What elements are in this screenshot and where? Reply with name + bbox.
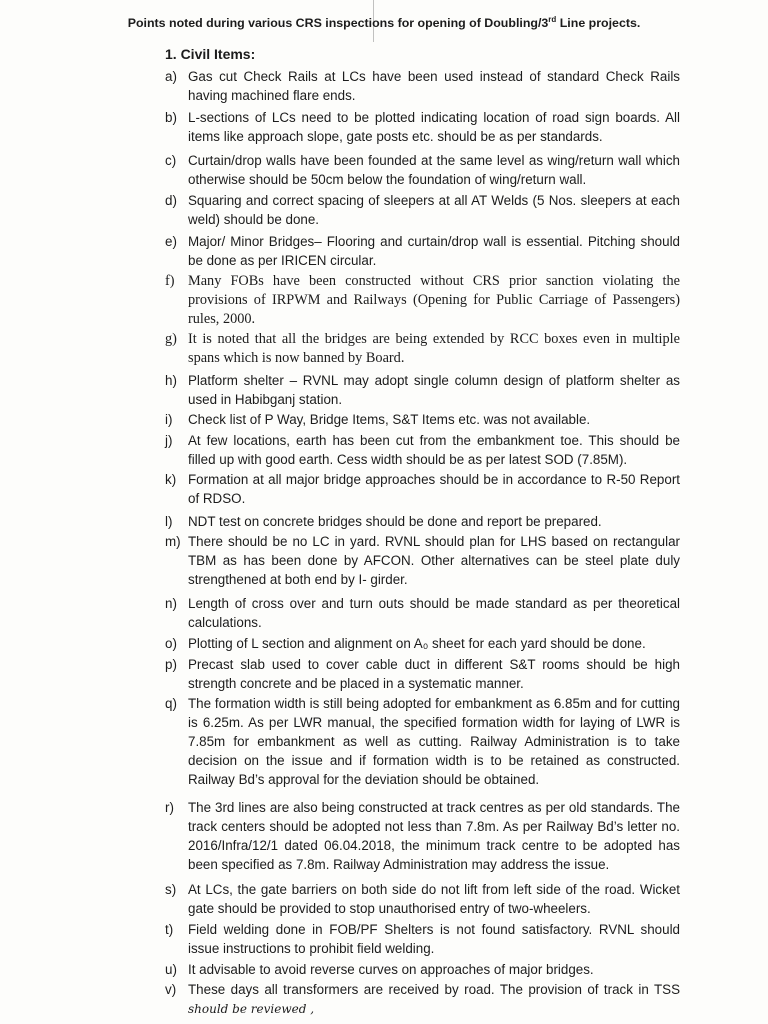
list-item-o: o) Plotting of L section and alignment on A₀ sheet for each yard should be done.: [165, 636, 646, 651]
list-item-g: g) It is noted that all the bridges are being extended by RCC boxes even in multiple spans which is now banned by Board.: [165, 331, 680, 366]
list-item-l: l) NDT test on concrete bridges should be done and report be prepared.: [165, 514, 602, 529]
handwritten-note: should be reviewed ,: [188, 1002, 315, 1016]
list-item-e: e) Major/ Minor Bridges– Flooring and curtain/drop wall is essential. Pitching should be done as per IRICEN circular.: [165, 234, 680, 268]
list-item-q: q) The formation width is still being adopted for embankment as 6.85m and for cutting is 6.25m. As per LWR manual, the specified formation width for laying of LWR is 7.85m for embankment as well as cutting. Railway Administration is to take decision on the issue and if formation width is to be retained as constructed. Railway Bd’s approval for the deviation should be obtained.: [165, 696, 680, 787]
list-item-s: s) At LCs, the gate barriers on both side do not lift from left side of the road. Wicket gate should be provided to stop unauthorised entry of two-wheelers.: [165, 882, 680, 916]
list-item-m: m) There should be no LC in yard. RVNL should plan for LHS based on rectangular TBM as has been done by AFCON. Other alternatives can be steel plate duly strengthened at both end by I- girder.: [165, 534, 680, 587]
list-item-j: j) At few locations, earth has been cut from the embankment toe. This should be filled up with good earth. Cess width should be as per latest SOD (7.85M).: [165, 433, 680, 467]
document-title: Points noted during various CRS inspections for opening of Doubling/3rd Line projects.: [127, 15, 641, 31]
list-item-a: a) Gas cut Check Rails at LCs have been used instead of standard Check Rails having machined flare ends.: [165, 69, 680, 103]
list-item-h: h) Platform shelter – RVNL may adopt single column design of platform shelter as used in Habibganj station.: [165, 373, 680, 407]
list-item-v: v) These days all transformers are received by road. The provision of track in TSS should be reviewed ,: [165, 982, 680, 1016]
list-item-i: i) Check list of P Way, Bridge Items, S&T Items etc. was not available.: [165, 412, 591, 427]
list-item-r: r) The 3rd lines are also being constructed at track centres as per old standards. The track centers should be adopted not less than 7.8m. As per Railway Bd’s letter no. 2016/Infra/12/1 dated 06.04.2018, the minimum track centre to be adopted has been specified as 7.8m. Railway Administration may address the issue.: [165, 800, 680, 872]
list-item-b: b) L-sections of LCs need to be plotted indicating location of road sign boards. All items like approach slope, gate posts etc. should be as per standards.: [165, 110, 680, 144]
list-item-p: p) Precast slab used to cover cable duct in different S&T rooms should be high strength concrete and be placed in a systematic manner.: [165, 657, 680, 691]
list-item-c: c) Curtain/drop walls have been founded at the same level as wing/return wall which otherwise should be 50cm below the foundation of wing/return wall.: [165, 153, 680, 187]
section-heading-civil-items: 1. Civil Items:: [165, 46, 256, 62]
list-item-t: t) Field welding done in FOB/PF Shelters is not found satisfactory. RVNL should issue instructions to prohibit field welding.: [165, 922, 680, 956]
list-item-f: f) Many FOBs have been constructed without CRS prior sanction violating the provisions of IRPWM and Railways (Opening for Public Carriage of Passengers) rules, 2000.: [165, 273, 680, 327]
list-item-d: d) Squaring and correct spacing of sleepers at all AT Welds (5 Nos. sleepers at each weld) should be done.: [165, 193, 680, 227]
list-item-u: u) It advisable to avoid reverse curves on approaches of major bridges.: [165, 962, 594, 977]
list-item-k: k) Formation at all major bridge approaches should be in accordance to R-50 Report of RDSO.: [165, 472, 680, 506]
list-item-n: n) Length of cross over and turn outs should be made standard as per theoretical calculations.: [165, 596, 680, 630]
